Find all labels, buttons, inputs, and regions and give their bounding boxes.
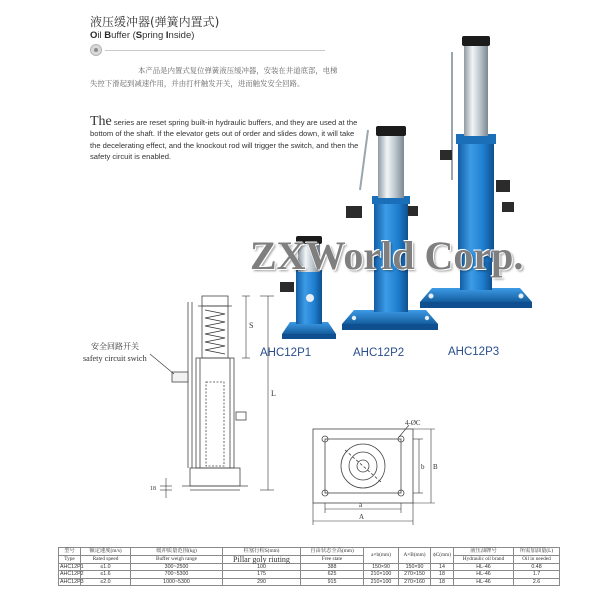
table-cell: 1000~5300 <box>131 578 223 585</box>
table-header-cell: 所需加油量(L) <box>514 548 560 556</box>
table-header-cell: 柱塞行程S(mm) <box>223 548 301 556</box>
table-header-cell: ϕC(mm) <box>431 548 454 564</box>
watermark: ZXWorld Corp. <box>250 233 524 278</box>
table-header-cell: Oil in needed <box>514 556 560 564</box>
dim-a-big: A <box>359 513 365 521</box>
table-header-cell: a×b(mm) <box>364 548 399 564</box>
title-en-part: B <box>104 30 112 41</box>
table-cell: 18 <box>431 578 454 585</box>
side-view-drawing <box>150 292 285 510</box>
model-label-ahc12p1: AHC12P1 <box>260 347 312 359</box>
table-cell: 18 <box>431 571 454 578</box>
table-cell: 300~2500 <box>131 564 223 571</box>
dim-18-label: 18 <box>150 486 156 492</box>
table-cell: 270×150 <box>399 571 431 578</box>
table-header-row-en <box>59 556 560 564</box>
table-header-cell: Hydraulic oil brand <box>454 556 514 564</box>
dim-a-small: a <box>359 501 363 509</box>
table-cell: ≤1.6 <box>81 571 131 578</box>
table-cell: ≤2.0 <box>81 578 131 585</box>
table-cell: HL-46 <box>454 571 514 578</box>
table-cell: 1.7 <box>514 571 560 578</box>
table-cell: 0.48 <box>514 564 560 571</box>
table-cell: 100 <box>223 564 301 571</box>
table-cell: 388 <box>301 564 364 571</box>
hole-label: 4-ØC <box>405 419 421 427</box>
model-label-ahc12p3: AHC12P3 <box>448 346 500 358</box>
description-en-text: series are reset spring built-in hydraulic buffers, and they are used at the bottom of the shaft. If the elevator gets out of order and slides down, it will take the decelerating effect, and the knockout rod will trigger the switch, and then the safety circuit is enabled. <box>90 118 359 161</box>
description-en-initial: The <box>90 114 112 129</box>
table-header-cell: Free state <box>301 556 364 564</box>
title-en-part: I <box>165 30 169 41</box>
table-cell: HL-46 <box>454 564 514 571</box>
table-cell: AHC12P1 <box>60 564 84 570</box>
description-cn: 本产品是内置式复位弹簧液压缓冲器，安装在井道底部，电梯失控下滑起到减速作用，并由打杆触发开关，进而触发安全回路。 <box>90 66 338 88</box>
table-cell: AHC12P2 <box>60 571 84 578</box>
table-header-cell: 缓冲质量范围(kg) <box>131 548 223 556</box>
table-header-cell: Pillar goly riuting <box>223 556 301 564</box>
page-title-cn: 液压缓冲器(弹簧内置式) <box>90 15 220 29</box>
page-title-en <box>90 30 194 41</box>
title-en-part: nside) <box>168 30 195 41</box>
table-row <box>59 564 560 571</box>
table-row <box>59 578 560 585</box>
table-row <box>59 571 560 578</box>
spec-table <box>58 547 560 586</box>
title-en-part: il <box>97 30 105 41</box>
safety-switch-label-en: safety circuit swich <box>83 354 147 363</box>
title-en-part: pring <box>142 30 166 41</box>
table-header-cell: 额定速度(m/s) <box>81 548 131 556</box>
table-header-cell: Rated speed <box>81 556 131 564</box>
table-cell: 2.6 <box>514 578 560 585</box>
table-cell: 14 <box>431 564 454 571</box>
table-header-cell: 型号 <box>59 548 81 556</box>
safety-switch-label-cn: 安全回路开关 <box>91 342 139 351</box>
table-cell: HL-46 <box>454 578 514 585</box>
table-header-row-cn <box>59 548 560 556</box>
table-cell: 625 <box>301 571 364 578</box>
table-header-cell: Type <box>59 556 81 564</box>
table-header-cell: Buffer weigh range <box>131 556 223 564</box>
table-header-cell: 液压油牌号 <box>454 548 514 556</box>
table-cell: 915 <box>301 578 364 585</box>
table-cell: 270×160 <box>399 578 431 585</box>
table-cell: ≤1.0 <box>81 564 131 571</box>
table-cell: 210×100 <box>364 578 399 585</box>
model-label-ahc12p2: AHC12P2 <box>353 347 405 359</box>
dim-b-big: B <box>433 463 438 471</box>
bullet-icon <box>90 44 102 56</box>
title-en-part: S <box>135 30 143 41</box>
top-view-drawing <box>295 415 445 530</box>
buffer-products-photo <box>270 30 570 340</box>
dim-b-small: b <box>421 463 425 471</box>
table-cell: 700~5300 <box>131 571 223 578</box>
title-en-part: O <box>90 30 98 41</box>
dim-l-label: L <box>271 389 276 398</box>
table-cell: 210×100 <box>364 571 399 578</box>
dim-s-label: S <box>249 321 254 330</box>
table-cell: AHC12P3 <box>60 578 84 585</box>
table-cell: 290 <box>223 578 301 585</box>
table-cell: 175 <box>223 571 301 578</box>
table-cell: 150×90 <box>399 564 431 571</box>
title-en-part: uffer ( <box>111 30 136 41</box>
table-header-cell: A×B(mm) <box>399 548 431 564</box>
table-cell: 150×90 <box>364 564 399 571</box>
table-header-cell: 自由状态全高(mm) <box>301 548 364 556</box>
